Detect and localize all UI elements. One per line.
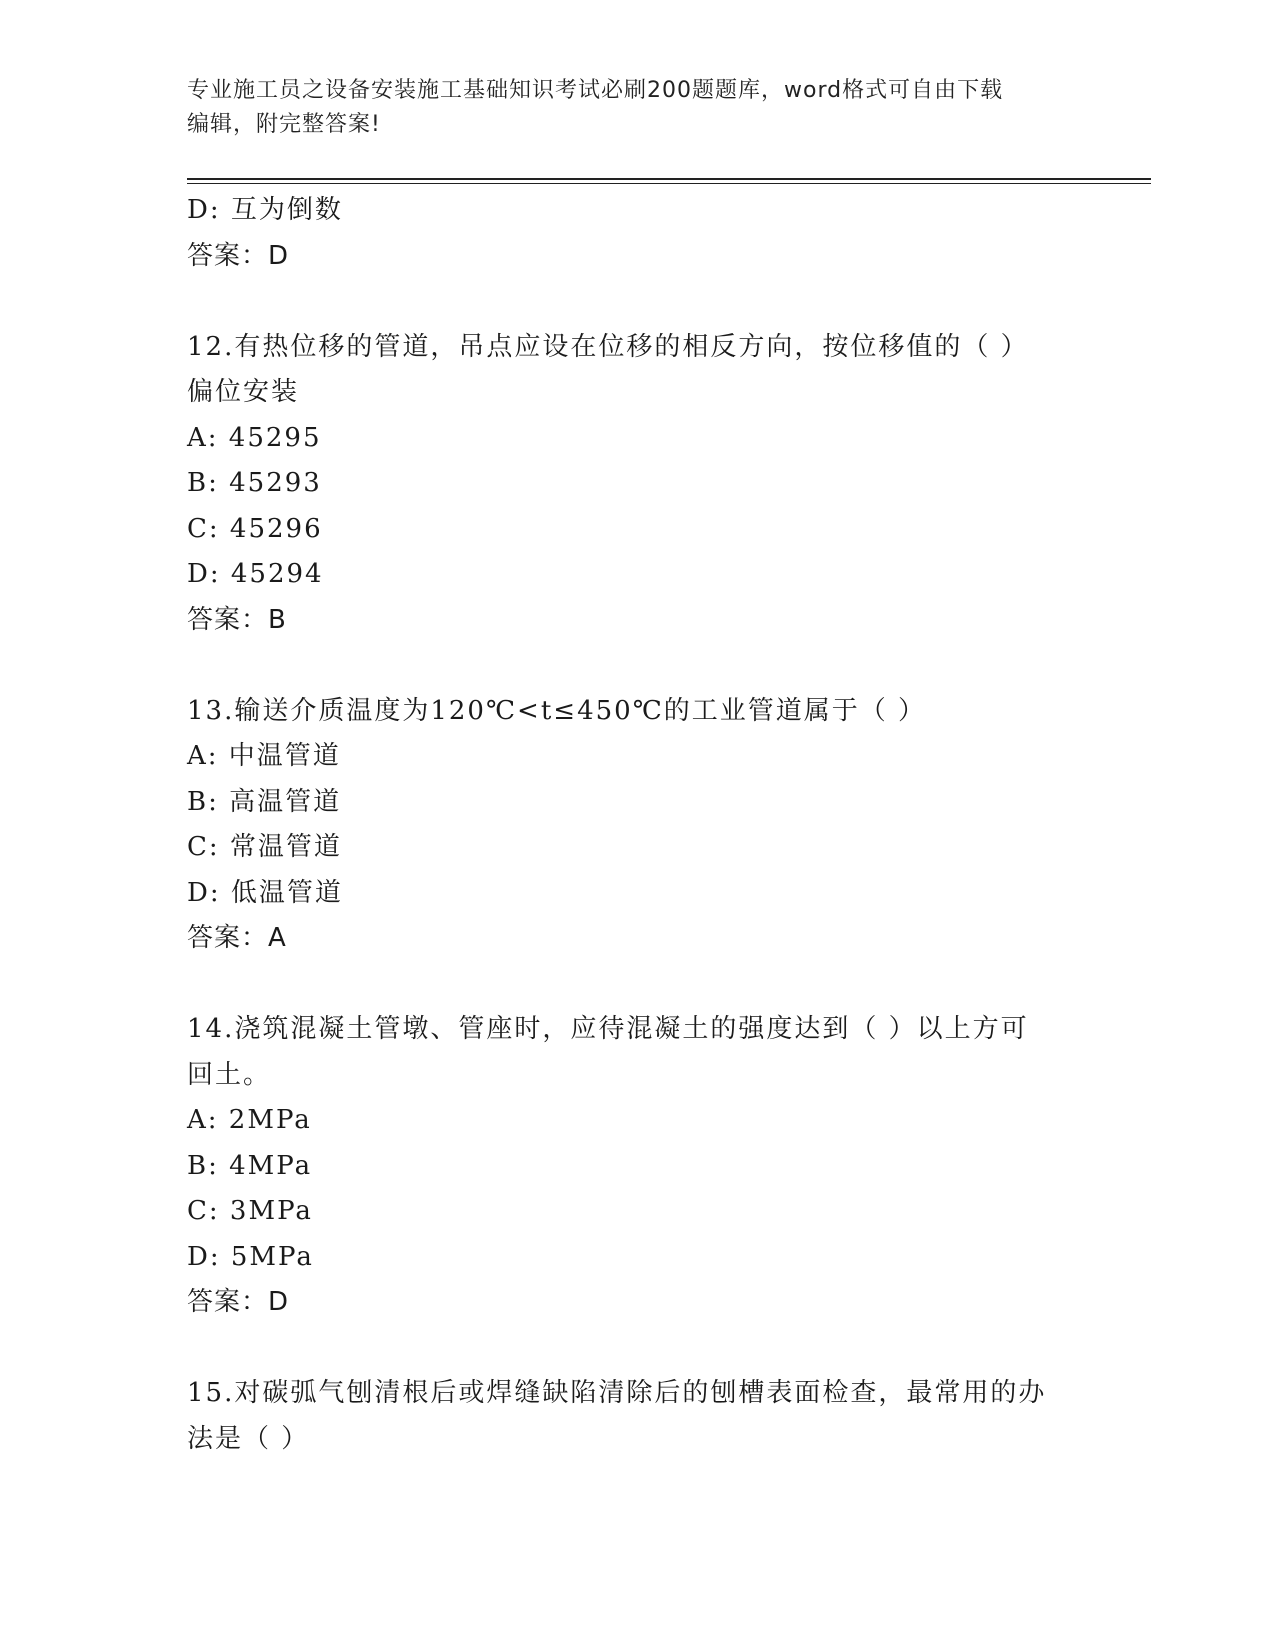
spacer xyxy=(187,962,1087,1008)
option-d: D: 互为倒数 xyxy=(187,195,343,225)
option-d: D: 45294 xyxy=(187,559,324,589)
spacer xyxy=(187,1326,1087,1372)
previous-question-tail xyxy=(187,188,1087,279)
spacer xyxy=(187,279,1087,325)
option-c: C: 3MPa xyxy=(187,1196,313,1226)
question-stem: 12.有热位移的管道，吊点应设在位移的相反方向，按位移值的（ ） xyxy=(187,331,1029,362)
option-c: C: 常温管道 xyxy=(187,832,342,862)
question-stem-continued: 偏位安装 xyxy=(187,377,300,407)
spacer xyxy=(187,643,1087,689)
question-stem: 15.对碳弧气刨清根后或焊缝缺陷清除后的刨槽表面检查，最常用的办 xyxy=(187,1378,1047,1408)
question-14 xyxy=(187,1007,1087,1326)
header-divider-thin xyxy=(187,183,1151,184)
question-15 xyxy=(187,1371,1087,1462)
header-line-2: 编辑，附完整答案! xyxy=(187,112,381,137)
question-stem: 14.浇筑混凝土管墩、管座时，应待混凝土的强度达到（ ）以上方可 xyxy=(187,1014,1029,1044)
answer-line: 答案：A xyxy=(187,923,287,953)
page-header xyxy=(187,74,1067,142)
answer-line: 答案：B xyxy=(187,604,287,635)
answer-line: 答案：D xyxy=(187,240,290,271)
option-a: A: 中温管道 xyxy=(187,741,341,771)
option-b: B: 高温管道 xyxy=(187,786,342,817)
option-b: B: 45293 xyxy=(187,468,322,498)
option-d: D: 5MPa xyxy=(187,1241,314,1272)
option-d: D: 低温管道 xyxy=(187,877,343,908)
question-13 xyxy=(187,689,1087,962)
question-list xyxy=(187,188,1087,1462)
question-12 xyxy=(187,325,1087,644)
option-b: B: 4MPa xyxy=(187,1150,313,1181)
question-stem-continued: 法是（ ） xyxy=(187,1423,310,1454)
question-stem-continued: 回土。 xyxy=(187,1059,272,1090)
option-a: A: 45295 xyxy=(187,422,322,453)
answer-line: 答案：D xyxy=(187,1287,290,1317)
question-stem: 13.输送介质温度为120℃<t≤450℃的工业管道属于（ ） xyxy=(187,695,927,726)
option-a: A: 2MPa xyxy=(187,1105,312,1135)
header-line-1: 专业施工员之设备安装施工基础知识考试必刷200题题库，word格式可自由下载 xyxy=(187,78,1004,103)
header-divider-thick xyxy=(187,178,1151,180)
option-c: C: 45296 xyxy=(187,513,323,544)
